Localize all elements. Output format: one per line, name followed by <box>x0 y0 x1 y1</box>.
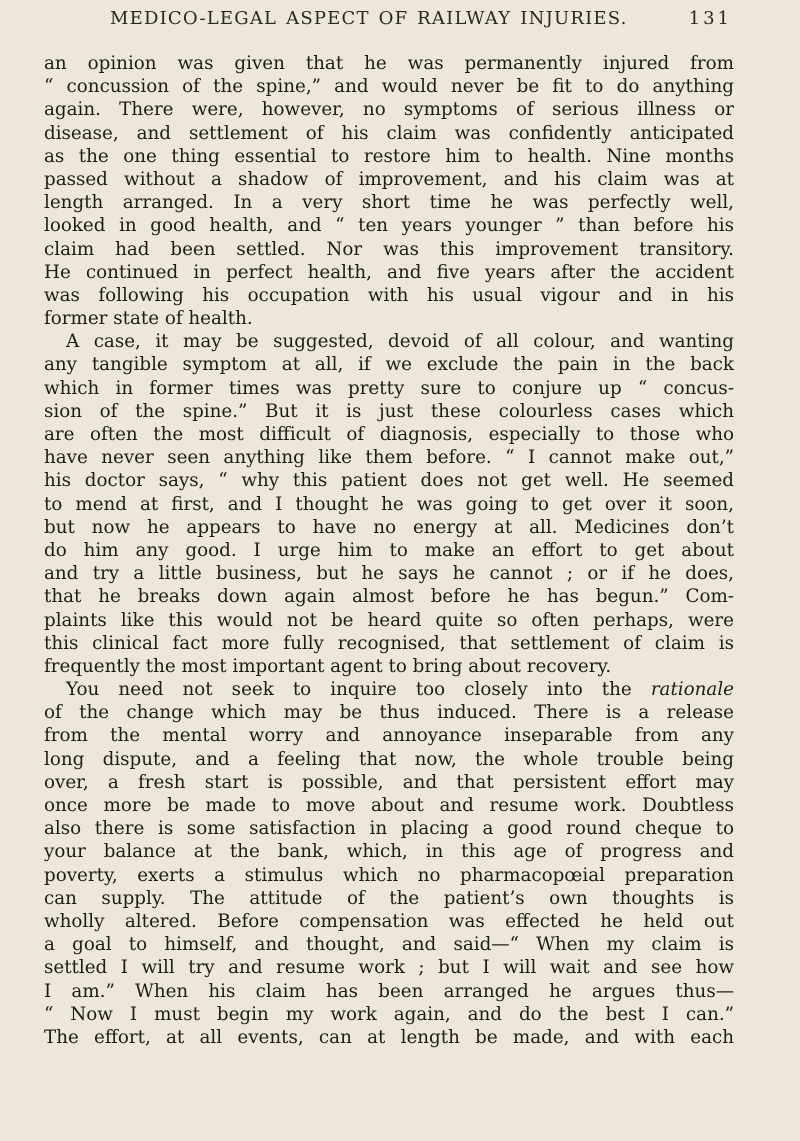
text-line: length arranged. In a very short time he was perfectly well, <box>44 192 734 214</box>
text-line: plaints like this would not be heard quite so often perhaps, were <box>44 609 734 631</box>
text-line: this clinical fact more fully recognised, that settlement of claim is <box>44 632 734 654</box>
text-line: frequently the most important agent to bring about recovery. <box>44 655 612 677</box>
text-line: once more be made to move about and resume work. Doubtless <box>44 795 734 816</box>
text-line: which in former times was pretty sure to conjure up “ concus- <box>44 377 734 399</box>
text-line: He continued in perfect health, and five years after the accident <box>44 261 734 283</box>
text-line: again. There were, however, no symptoms of serious illness or <box>44 99 734 121</box>
text-line: long dispute, and a feeling that now, the whole trouble being <box>44 748 734 770</box>
text-line: that he breaks down again almost before he has begun.” Com- <box>44 586 734 608</box>
text-line: wholly altered. Before compensation was effected he held out <box>44 910 734 932</box>
text-line: of the change which may be thus induced. There is a release <box>44 702 734 724</box>
running-head <box>110 8 732 38</box>
text-line: do him any good. I urge him to make an effort to get about <box>44 539 734 561</box>
text-line: can supply. The attitude of the patient’s own thoughts is <box>44 887 734 909</box>
text-line: settled I will try and resume work ; but I will wait and see how <box>44 957 734 979</box>
text-line: A case, it may be suggested, devoid of all colour, and wanting <box>66 331 734 353</box>
text-line: I am.” When his claim has been arranged he argues thus— <box>44 980 734 1002</box>
text-line: are often the most difficult of diagnosis, especially to those who <box>44 424 734 445</box>
text-line: from the mental worry and annoyance inseparable from any <box>44 725 734 747</box>
text-line: have never seen anything like them before. “ I cannot make out,” <box>44 447 734 469</box>
text-line: also there is some satisfaction in placing a good round cheque to <box>44 818 734 840</box>
text-line: “ Now I must begin my work again, and do the best I can.” <box>44 1003 734 1025</box>
text-line: an opinion was given that he was permanently injured from <box>44 53 734 74</box>
running-title: MEDICO-LEGAL ASPECT OF RAILWAY INJURIES. <box>110 8 628 29</box>
text-line: his doctor says, “ why this patient does not get well. He seemed <box>44 470 734 492</box>
text-line: poverty, exerts a stimulus which no pharmacopœial preparation <box>44 864 734 886</box>
text-line: as the one thing essential to restore him to health. Nine months <box>44 145 734 167</box>
text-line: to mend at first, and I thought he was going to get over it soon, <box>44 493 734 515</box>
paragraph-1 <box>44 52 734 330</box>
text-line: “ concussion of the spine,” and would never be fit to do anything <box>44 76 734 98</box>
text-line: and try a little business, but he says he cannot ; or if he does, <box>44 563 734 585</box>
paragraph-3 <box>44 678 734 1049</box>
text-line: your balance at the bank, which, in this age of progress and <box>44 841 734 863</box>
text-line: looked in good health, and “ ten years younger ” than before his <box>44 215 734 237</box>
text-line: passed without a shadow of improvement, and his claim was at <box>44 168 734 190</box>
body-text <box>44 52 734 1049</box>
text-run: You need not seek to inquire too closely into the <box>66 679 651 701</box>
page-number: 131 <box>688 8 732 29</box>
text-line: a goal to himself, and thought, and said—“ When my claim is <box>44 934 734 956</box>
text-line: disease, and settlement of his claim was confidently anticipated <box>44 122 734 144</box>
text-line: any tangible symptom at all, if we exclude the pain in the back <box>44 354 734 376</box>
paragraph-2 <box>44 330 734 678</box>
text-line: The effort, at all events, can at length be made, and with each <box>44 1026 734 1048</box>
text-line: was following his occupation with his usual vigour and in his <box>44 284 734 306</box>
italic-term: rationale <box>650 679 734 701</box>
text-line: over, a fresh start is possible, and that persistent effort may <box>44 771 734 793</box>
text-line: claim had been settled. Nor was this improvement transitory. <box>44 238 734 260</box>
text-line <box>44 678 734 701</box>
text-line: former state of health. <box>44 308 253 330</box>
text-line: sion of the spine.” But it is just these colourless cases which <box>44 400 734 422</box>
text-line: but now he appears to have no energy at all. Medicines don’t <box>44 516 734 538</box>
